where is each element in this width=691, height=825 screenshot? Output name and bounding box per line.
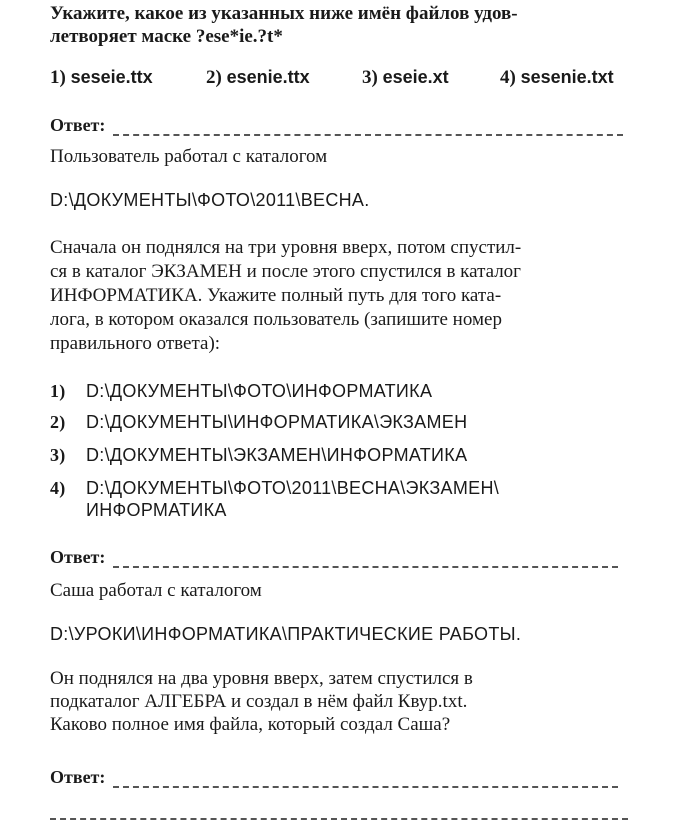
task2-para-line2: ся в каталог ЭКЗАМЕН и после этого спустился в каталог <box>50 261 521 282</box>
task2-option-4-cont: ИНФОРМАТИКА <box>86 500 227 520</box>
task1-option-2: 2) esenie.ttx <box>206 67 310 88</box>
task1-line1: Укажите, какое из указанных ниже имён файлов удов- <box>50 3 518 24</box>
task2-option-4: 4) D:\ДОКУМЕНТЫ\ФОТО\2011\ВЕСНА\ЭКЗАМЕН\ <box>50 478 500 498</box>
task1-option-3: 3) eseie.xt <box>362 67 449 88</box>
task2-para-line4: лога, в котором оказался пользователь (запишите номер <box>50 309 502 330</box>
task1-answer-label: Ответ: <box>50 115 106 135</box>
task1-answer-row <box>50 112 623 136</box>
task1-line2 <box>50 25 283 49</box>
task2-option-2: 2) D:\ДОКУМЕНТЫ\ИНФОРМАТИКА\ЭКЗАМЕН <box>50 412 468 432</box>
task2-option-1: 1) D:\ДОКУМЕНТЫ\ФОТО\ИНФОРМАТИКА <box>50 381 433 401</box>
task2-answer-field[interactable] <box>113 552 618 568</box>
task3-answer-field[interactable] <box>113 772 618 788</box>
task1-option-4: 4) sesenie.txt <box>500 67 614 88</box>
task1-answer-field[interactable] <box>113 120 623 136</box>
task2-answer-row <box>50 544 618 568</box>
task2-para-line5: правильного ответа): <box>50 333 221 354</box>
task3-answer-label: Ответ: <box>50 767 106 787</box>
task2-start-path: D:\ДОКУМЕНТЫ\ФОТО\2011\ВЕСНА. <box>50 190 370 210</box>
task2-intro: Пользователь работал с каталогом <box>50 146 328 167</box>
task2-option-3: 3) D:\ДОКУМЕНТЫ\ЭКЗАМЕН\ИНФОРМАТИКА <box>50 445 468 465</box>
task1-line2-text: летворяет маске <box>50 26 196 47</box>
task3-para-line3: Каково полное имя файла, который создал Саша? <box>50 714 451 735</box>
task3-answer-field-2[interactable] <box>50 804 628 820</box>
task3-para-line2: подкаталог АЛГЕБРА и создал в нём файл Квур.txt. <box>50 691 468 712</box>
task2-para-line3: ИНФОРМАТИКА. Укажите полный путь для того ката- <box>50 285 502 306</box>
task3-answer-row-2 <box>50 796 628 820</box>
task1-mask: ?ese*ie.?t* <box>195 26 283 47</box>
task3-start-path: D:\УРОКИ\ИНФОРМАТИКА\ПРАКТИЧЕСКИЕ РАБОТЫ. <box>50 624 522 644</box>
task1-option-1: 1) seseie.ttx <box>50 67 153 88</box>
task3-intro: Саша работал с каталогом <box>50 580 262 601</box>
task2-para-line1: Сначала он поднялся на три уровня вверх, потом спустил- <box>50 237 522 258</box>
task3-answer-row <box>50 764 618 788</box>
task2-answer-label: Ответ: <box>50 547 106 567</box>
task3-para-line1: Он поднялся на два уровня вверх, затем спустился в <box>50 668 473 689</box>
